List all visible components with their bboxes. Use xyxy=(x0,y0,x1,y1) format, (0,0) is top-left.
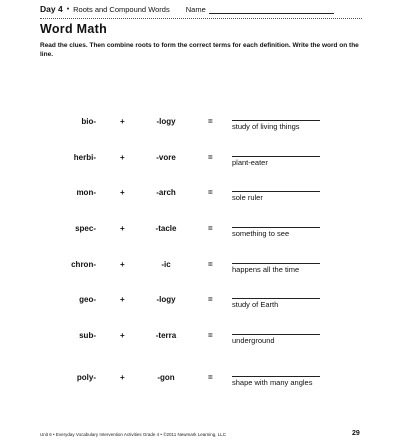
definition-text: happens all the time xyxy=(232,265,300,274)
definition-text: plant-eater xyxy=(232,158,268,167)
second-root: -vore xyxy=(156,153,176,162)
first-root: poly- xyxy=(76,373,96,382)
first-root: herbi- xyxy=(73,153,96,162)
first-root: geo- xyxy=(79,295,96,304)
dotted-divider xyxy=(40,18,362,20)
second-root: -gon xyxy=(157,373,175,382)
day-label: Day 4 xyxy=(40,4,63,14)
equation-row xyxy=(0,331,400,361)
plus-sign: + xyxy=(120,373,125,382)
plus-sign: + xyxy=(120,117,125,126)
first-root: mon- xyxy=(76,188,96,197)
equation-row xyxy=(0,117,400,147)
plus-sign: + xyxy=(120,224,125,233)
definition-text: something to see xyxy=(232,229,290,238)
equals-sign: = xyxy=(208,373,213,382)
second-root: -arch xyxy=(156,188,176,197)
name-label: Name xyxy=(185,4,206,14)
footer-credit: Unit 6 • Everyday Vocabulary Intervention Activities Grade 4 • ©2011 Newmark Learning, LLC xyxy=(40,432,226,437)
plus-sign: + xyxy=(120,295,125,304)
equation-row xyxy=(0,373,400,403)
definition-text: study of living things xyxy=(232,122,300,131)
equals-sign: = xyxy=(208,295,213,304)
page-title: Word Math xyxy=(40,22,108,36)
second-root: -terra xyxy=(155,331,177,340)
first-root: spec- xyxy=(75,224,96,233)
equation-row xyxy=(0,188,400,218)
equals-sign: = xyxy=(208,117,213,126)
page-header xyxy=(40,2,360,16)
name-input-line[interactable] xyxy=(209,5,334,14)
definition-text: study of Earth xyxy=(232,300,279,309)
equation-row xyxy=(0,260,400,290)
plus-sign: + xyxy=(120,260,125,269)
plus-sign: + xyxy=(120,188,125,197)
equals-sign: = xyxy=(208,260,213,269)
first-root: bio- xyxy=(81,117,96,126)
equals-sign: = xyxy=(208,188,213,197)
instructions: Read the clues. Then combine roots to form the correct terms for each definition. Write the word on the line. xyxy=(40,42,359,58)
definition-text: underground xyxy=(232,336,275,345)
second-root: -logy xyxy=(156,295,176,304)
page-number: 29 xyxy=(352,430,360,437)
definition-text: sole ruler xyxy=(232,193,263,202)
first-root: chron- xyxy=(71,260,96,269)
topic-label: Roots and Compound Words xyxy=(73,4,170,14)
equation-row xyxy=(0,295,400,325)
first-root: sub- xyxy=(79,331,96,340)
second-root: -logy xyxy=(156,117,176,126)
equals-sign: = xyxy=(208,331,213,340)
equation-row xyxy=(0,224,400,254)
equals-sign: = xyxy=(208,224,213,233)
definition-text: shape with many angles xyxy=(232,378,313,387)
plus-sign: + xyxy=(120,153,125,162)
second-root: -tacle xyxy=(155,224,177,233)
bullet-separator: • xyxy=(66,5,70,13)
equals-sign: = xyxy=(208,153,213,162)
equation-row xyxy=(0,153,400,183)
second-root: -ic xyxy=(161,260,171,269)
plus-sign: + xyxy=(120,331,125,340)
